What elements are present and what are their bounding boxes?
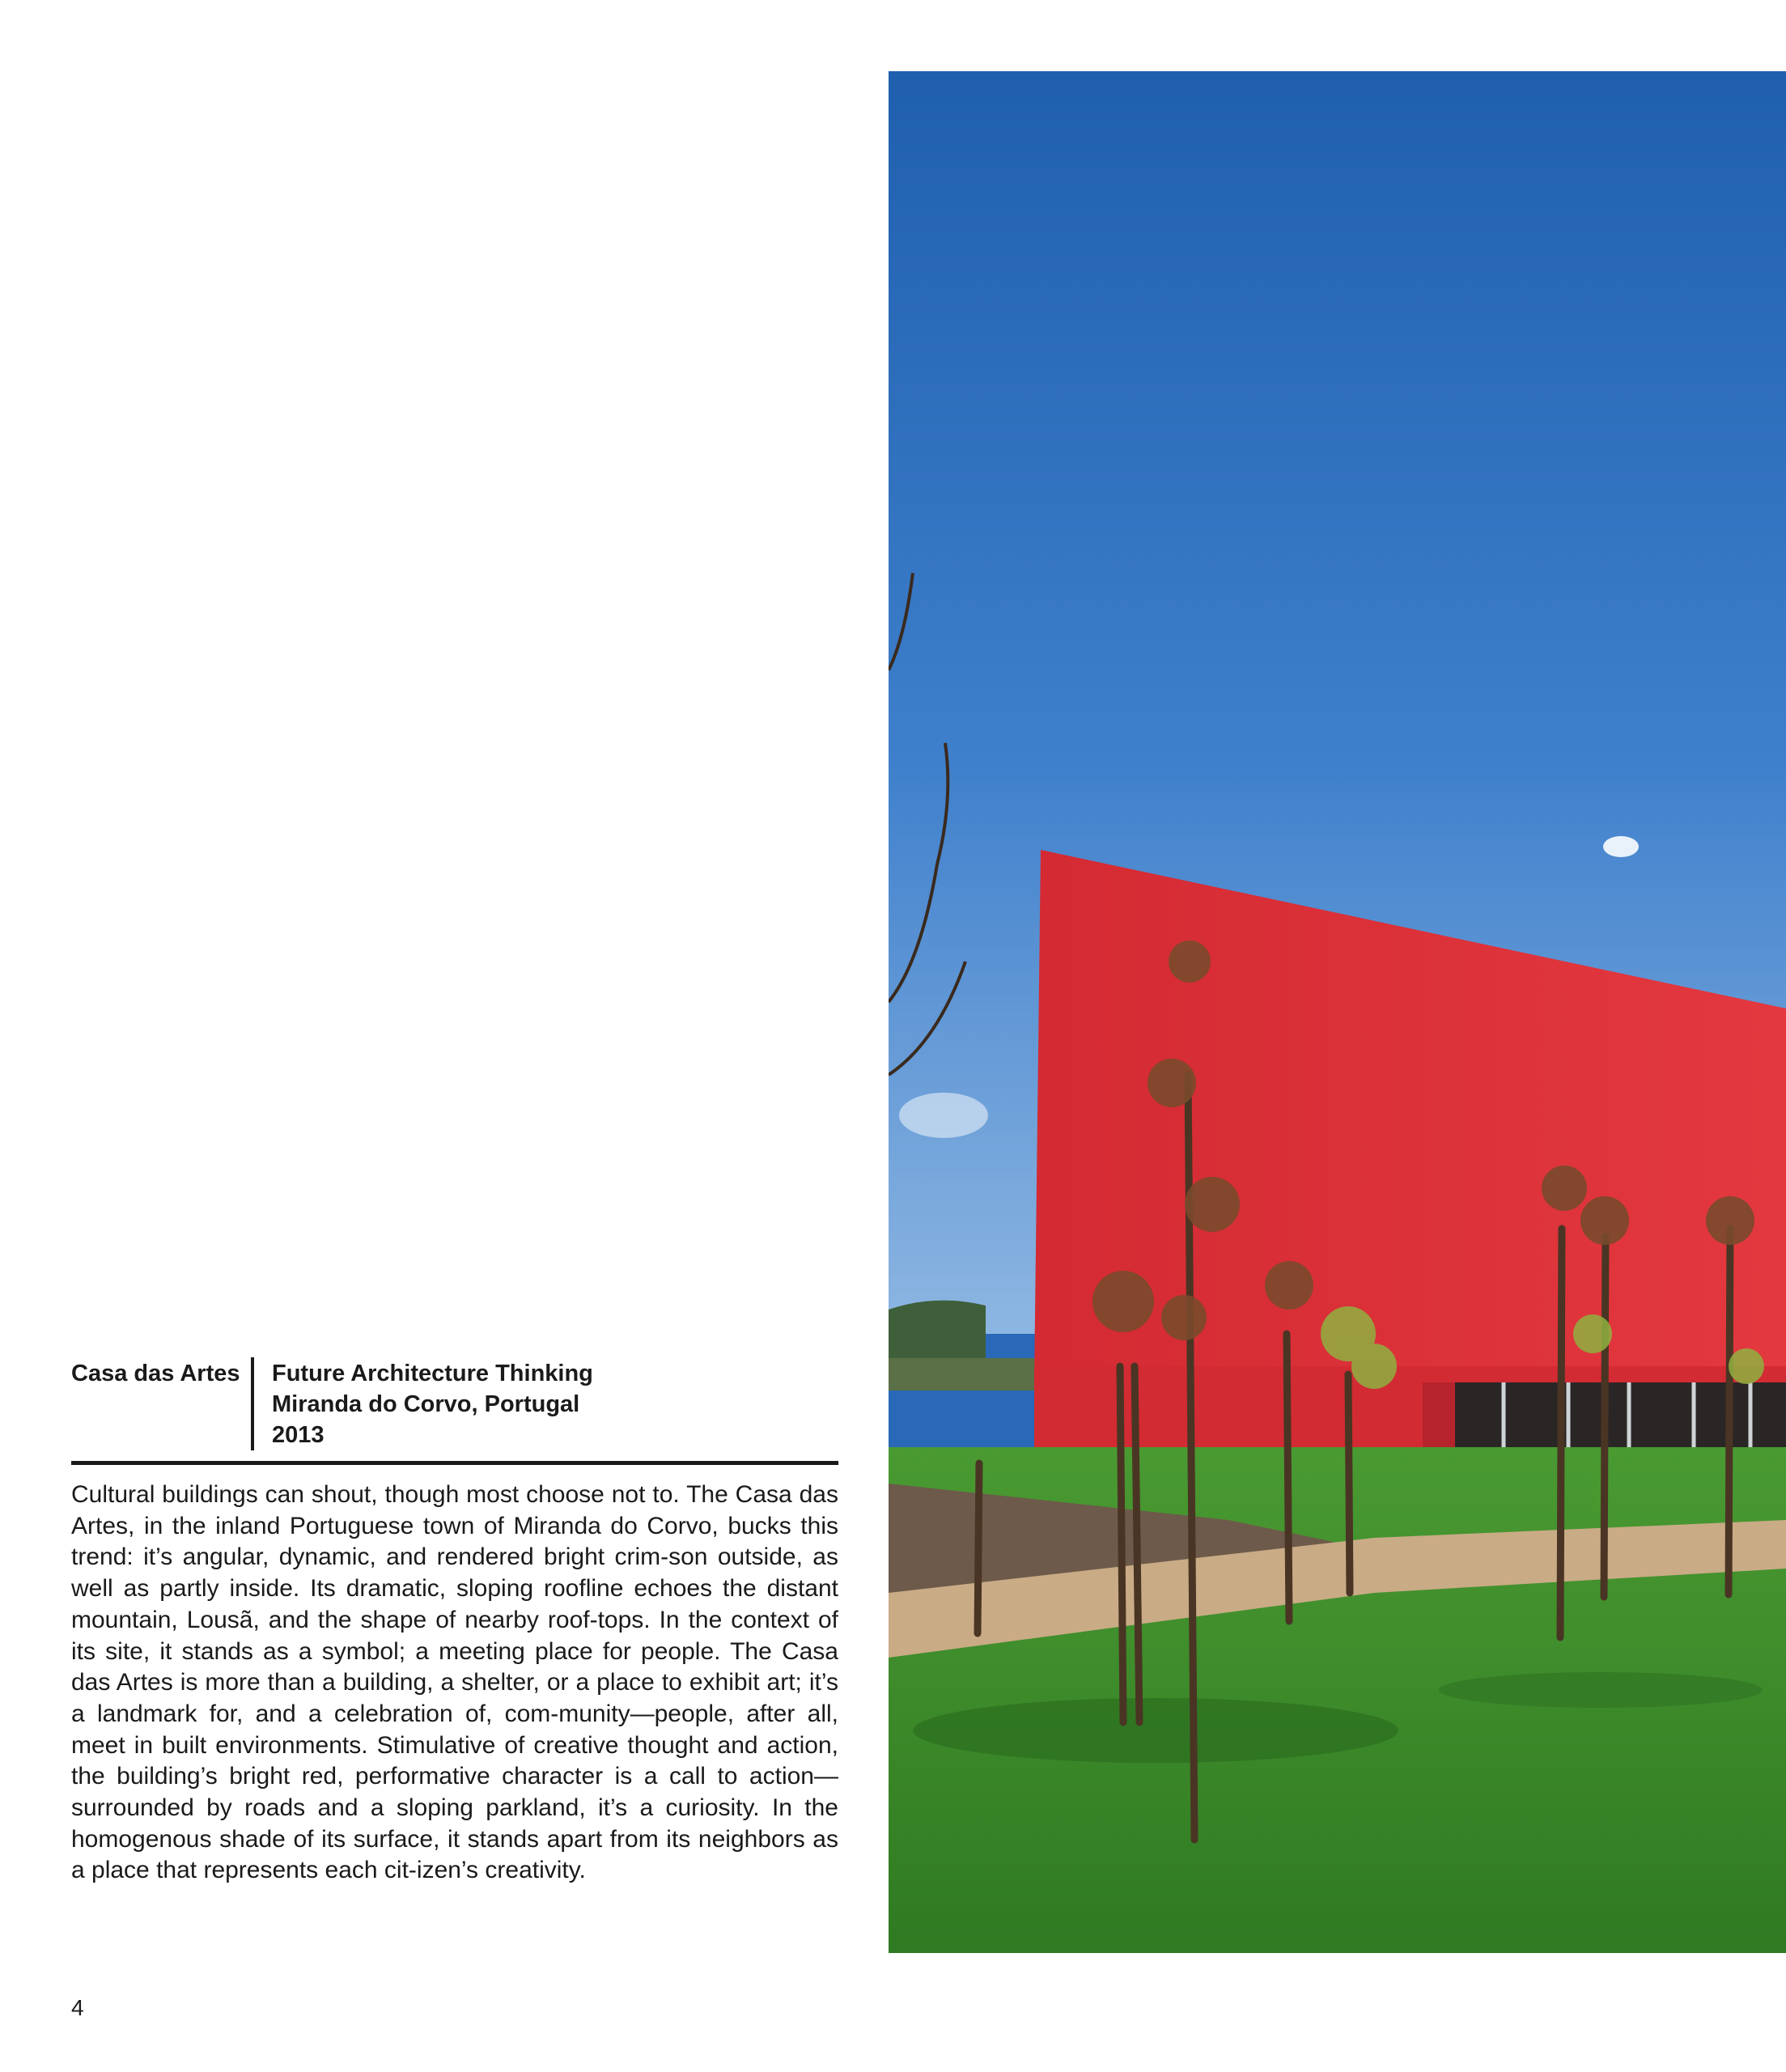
- project-name: Casa das Artes: [71, 1361, 240, 1386]
- project-location: Miranda do Corvo, Portugal: [272, 1391, 580, 1417]
- project-credits: [254, 1356, 593, 1450]
- distant-hills: [889, 1301, 986, 1366]
- page-number: 4: [71, 1995, 84, 2020]
- cloud: [1603, 836, 1639, 857]
- header-rule: [71, 1461, 838, 1465]
- project-header: [71, 1356, 838, 1450]
- project-architect: Future Architecture Thinking: [272, 1361, 593, 1386]
- building-photo: [889, 71, 1786, 1953]
- project-year: 2013: [272, 1422, 325, 1448]
- body-text: Cultural buildings can shout, though most choose not to. The Casa das Artes, in the inland Portuguese town of Miranda do Corvo, bucks this trend: it’s angular, dynamic, and rendered bright crim-son outside, as well as partly inside. Its dramatic, sloping roofline echoes the distant mountain, Lousã, and the shape of nearby roof-tops. In the context of its site, it stands as a symbol; a meeting place for people. The Casa das Artes is more than a building, a shelter, or a place to exhibit art; it’s a landmark for, and a celebration of, com-munity—people, after all, meet in built environments. Stimulative of creative thought and action, the building’s bright red, performative character is a call to action—surrounded by roads and a sloping parkland, it’s a curiosity. In the homogenous shade of its surface, it stands apart from its neighbors as a place that represents each cit-izen’s creativity.: [71, 1481, 838, 1884]
